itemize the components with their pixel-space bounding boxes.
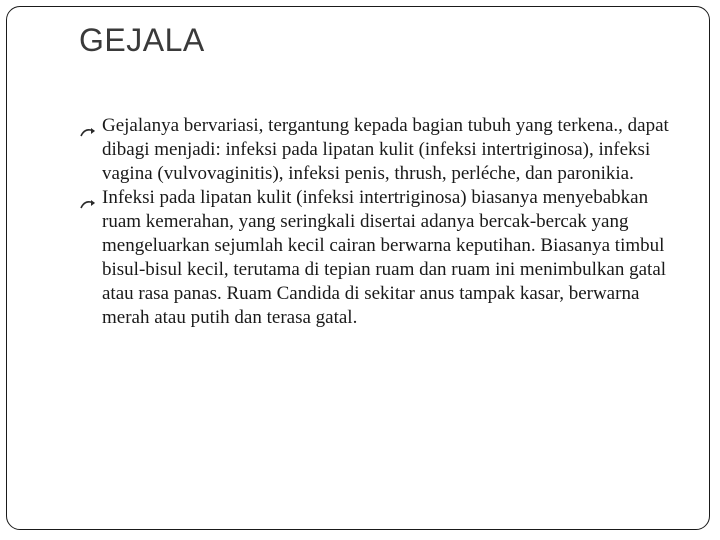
bullet-text: Infeksi pada lipatan kulit (infeksi intertriginosa) biasanya menyebabkan ruam kemerahan, yang seringkali disertai adanya bercak-bercak yang mengeluarkan sejumlah kecil cairan berwarna keputihan. Biasanya timbul bisul-bisul kecil, terutama di tepian ruam dan ruam ini menimbulkan gatal atau rasa panas. Ruam Candida di sekitar anus tampak kasar, berwarna merah atau putih dan terasa gatal. — [102, 187, 667, 328]
bullet-item — [80, 186, 690, 330]
slide-content — [80, 114, 690, 330]
slide-title: GEJALA — [79, 22, 205, 58]
bullet-item — [80, 114, 690, 186]
curved-arrow-bullet-icon — [80, 193, 98, 205]
bullet-text: Gejalanya bervariasi, tergantung kepada bagian tubuh yang terkena., dapat dibagi menjadi: infeksi pada lipatan kulit (infeksi intertriginosa), infeksi vagina (vulvovaginitis), infeksi penis, thrush, perléche, dan paronikia. — [102, 115, 669, 184]
curved-arrow-bullet-icon — [80, 121, 98, 133]
